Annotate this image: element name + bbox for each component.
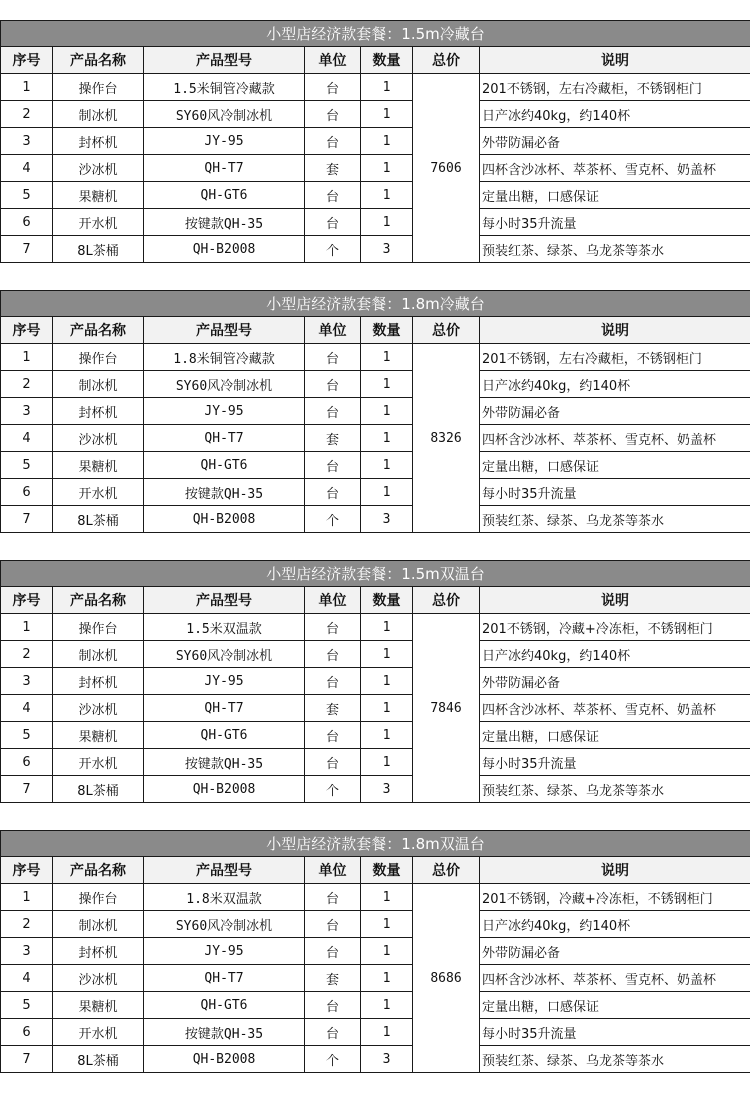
header-unit: 单位 — [305, 857, 361, 884]
cell-model: QH-B2008 — [144, 506, 305, 533]
cell-qty: 1 — [361, 911, 413, 938]
package-table — [0, 20, 750, 263]
package-title: 小型店经济款套餐：1.8m冷藏台 — [1, 291, 750, 317]
table-row — [1, 236, 750, 263]
header-model: 产品型号 — [144, 587, 305, 614]
cell-unit: 台 — [305, 938, 361, 965]
cell-note: 四杯含沙冰杯、萃茶杯、雪克杯、奶盖杯 — [480, 155, 750, 182]
cell-unit: 个 — [305, 1046, 361, 1073]
cell-name: 封杯机 — [53, 938, 144, 965]
cell-unit: 台 — [305, 452, 361, 479]
cell-qty: 1 — [361, 668, 413, 695]
cell-name: 封杯机 — [53, 668, 144, 695]
cell-index: 5 — [1, 182, 53, 209]
header-qty: 数量 — [361, 317, 413, 344]
cell-name: 制冰机 — [53, 641, 144, 668]
header-note: 说明 — [480, 317, 750, 344]
table-row — [1, 1019, 750, 1046]
cell-qty: 1 — [361, 938, 413, 965]
cell-name: 沙冰机 — [53, 695, 144, 722]
cell-model: QH-B2008 — [144, 1046, 305, 1073]
cell-total-price: 8326 — [413, 344, 480, 533]
cell-index: 5 — [1, 452, 53, 479]
cell-name: 沙冰机 — [53, 425, 144, 452]
package-title-row — [1, 291, 750, 317]
table-row — [1, 479, 750, 506]
cell-note: 日产冰约40kg，约140杯 — [480, 911, 750, 938]
cell-index: 3 — [1, 128, 53, 155]
cell-unit: 套 — [305, 155, 361, 182]
cell-unit: 台 — [305, 74, 361, 101]
table-row — [1, 911, 750, 938]
cell-qty: 3 — [361, 776, 413, 803]
cell-index: 4 — [1, 425, 53, 452]
table-row — [1, 776, 750, 803]
header-qty: 数量 — [361, 857, 413, 884]
cell-index: 2 — [1, 911, 53, 938]
cell-index: 4 — [1, 965, 53, 992]
cell-qty: 1 — [361, 398, 413, 425]
cell-index: 2 — [1, 371, 53, 398]
cell-index: 2 — [1, 641, 53, 668]
header-model: 产品型号 — [144, 857, 305, 884]
header-model: 产品型号 — [144, 317, 305, 344]
cell-unit: 套 — [305, 695, 361, 722]
cell-total-price: 7606 — [413, 74, 480, 263]
cell-model: QH-B2008 — [144, 776, 305, 803]
package-table — [0, 560, 750, 803]
table-row — [1, 371, 750, 398]
cell-name: 操作台 — [53, 344, 144, 371]
cell-note: 201不锈钢，左右冷藏柜，不锈钢柜门 — [480, 74, 750, 101]
cell-name: 8L茶桶 — [53, 1046, 144, 1073]
cell-name: 制冰机 — [53, 371, 144, 398]
cell-qty: 1 — [361, 614, 413, 641]
cell-name: 果糖机 — [53, 722, 144, 749]
cell-index: 1 — [1, 884, 53, 911]
cell-total-price: 8686 — [413, 884, 480, 1073]
cell-unit: 台 — [305, 641, 361, 668]
cell-index: 3 — [1, 398, 53, 425]
cell-qty: 1 — [361, 155, 413, 182]
cell-model: SY60风冷制冰机 — [144, 641, 305, 668]
cell-model: SY60风冷制冰机 — [144, 101, 305, 128]
header-index: 序号 — [1, 47, 53, 74]
cell-index: 5 — [1, 992, 53, 1019]
package-grid — [0, 560, 750, 803]
cell-model: JY-95 — [144, 398, 305, 425]
package-grid — [0, 20, 750, 263]
header-row — [1, 47, 750, 74]
cell-name: 封杯机 — [53, 398, 144, 425]
cell-qty: 1 — [361, 479, 413, 506]
cell-qty: 1 — [361, 209, 413, 236]
cell-qty: 1 — [361, 695, 413, 722]
cell-note: 定量出糖，口感保证 — [480, 452, 750, 479]
cell-note: 日产冰约40kg，约140杯 — [480, 101, 750, 128]
header-row — [1, 857, 750, 884]
cell-note: 201不锈钢，冷藏+冷冻柜，不锈钢柜门 — [480, 614, 750, 641]
cell-unit: 台 — [305, 344, 361, 371]
cell-unit: 台 — [305, 749, 361, 776]
header-total: 总价 — [413, 857, 480, 884]
cell-model: QH-T7 — [144, 965, 305, 992]
table-row — [1, 425, 750, 452]
cell-name: 8L茶桶 — [53, 236, 144, 263]
cell-unit: 套 — [305, 425, 361, 452]
cell-name: 开水机 — [53, 479, 144, 506]
header-total: 总价 — [413, 47, 480, 74]
header-note: 说明 — [480, 587, 750, 614]
cell-index: 1 — [1, 74, 53, 101]
header-row — [1, 317, 750, 344]
cell-model: 1.5米双温款 — [144, 614, 305, 641]
cell-index: 7 — [1, 1046, 53, 1073]
cell-unit: 台 — [305, 398, 361, 425]
cell-index: 6 — [1, 749, 53, 776]
cell-name: 沙冰机 — [53, 965, 144, 992]
cell-total-price: 7846 — [413, 614, 480, 803]
cell-qty: 1 — [361, 182, 413, 209]
header-unit: 单位 — [305, 317, 361, 344]
table-row — [1, 884, 750, 911]
cell-qty: 3 — [361, 1046, 413, 1073]
cell-model: JY-95 — [144, 128, 305, 155]
cell-index: 2 — [1, 101, 53, 128]
cell-note: 201不锈钢，冷藏+冷冻柜，不锈钢柜门 — [480, 884, 750, 911]
cell-model: JY-95 — [144, 668, 305, 695]
cell-name: 制冰机 — [53, 911, 144, 938]
cell-qty: 3 — [361, 506, 413, 533]
cell-unit: 台 — [305, 992, 361, 1019]
cell-name: 制冰机 — [53, 101, 144, 128]
cell-model: QH-B2008 — [144, 236, 305, 263]
header-qty: 数量 — [361, 47, 413, 74]
cell-note: 四杯含沙冰杯、萃茶杯、雪克杯、奶盖杯 — [480, 425, 750, 452]
cell-note: 预装红茶、绿茶、乌龙茶等茶水 — [480, 776, 750, 803]
package-title-row — [1, 21, 750, 47]
header-index: 序号 — [1, 317, 53, 344]
header-row — [1, 587, 750, 614]
cell-unit: 台 — [305, 371, 361, 398]
header-model: 产品型号 — [144, 47, 305, 74]
cell-note: 每小时35升流量 — [480, 749, 750, 776]
cell-unit: 台 — [305, 128, 361, 155]
table-row — [1, 209, 750, 236]
cell-qty: 1 — [361, 371, 413, 398]
header-index: 序号 — [1, 857, 53, 884]
cell-note: 日产冰约40kg，约140杯 — [480, 641, 750, 668]
cell-unit: 个 — [305, 506, 361, 533]
cell-index: 4 — [1, 695, 53, 722]
cell-note: 四杯含沙冰杯、萃茶杯、雪克杯、奶盖杯 — [480, 965, 750, 992]
header-name: 产品名称 — [53, 47, 144, 74]
cell-qty: 1 — [361, 1019, 413, 1046]
cell-name: 操作台 — [53, 74, 144, 101]
package-grid — [0, 830, 750, 1073]
cell-name: 果糖机 — [53, 452, 144, 479]
cell-note: 四杯含沙冰杯、萃茶杯、雪克杯、奶盖杯 — [480, 695, 750, 722]
cell-model: 按键款QH-35 — [144, 749, 305, 776]
table-row — [1, 749, 750, 776]
package-table — [0, 290, 750, 533]
cell-unit: 台 — [305, 1019, 361, 1046]
cell-name: 操作台 — [53, 884, 144, 911]
cell-qty: 1 — [361, 965, 413, 992]
cell-model: JY-95 — [144, 938, 305, 965]
cell-unit: 台 — [305, 479, 361, 506]
cell-unit: 台 — [305, 722, 361, 749]
table-row — [1, 614, 750, 641]
cell-model: QH-T7 — [144, 155, 305, 182]
table-row — [1, 695, 750, 722]
cell-unit: 台 — [305, 101, 361, 128]
cell-name: 操作台 — [53, 614, 144, 641]
cell-index: 6 — [1, 479, 53, 506]
cell-name: 沙冰机 — [53, 155, 144, 182]
cell-qty: 3 — [361, 236, 413, 263]
header-name: 产品名称 — [53, 857, 144, 884]
cell-note: 预装红茶、绿茶、乌龙茶等茶水 — [480, 236, 750, 263]
package-title-row — [1, 831, 750, 857]
cell-note: 外带防漏必备 — [480, 398, 750, 425]
header-name: 产品名称 — [53, 317, 144, 344]
cell-note: 每小时35升流量 — [480, 1019, 750, 1046]
cell-model: 按键款QH-35 — [144, 209, 305, 236]
cell-name: 8L茶桶 — [53, 506, 144, 533]
cell-note: 外带防漏必备 — [480, 668, 750, 695]
header-total: 总价 — [413, 587, 480, 614]
table-row — [1, 938, 750, 965]
cell-qty: 1 — [361, 74, 413, 101]
cell-note: 201不锈钢，左右冷藏柜，不锈钢柜门 — [480, 344, 750, 371]
cell-qty: 1 — [361, 452, 413, 479]
table-row — [1, 668, 750, 695]
cell-note: 定量出糖，口感保证 — [480, 182, 750, 209]
table-row — [1, 992, 750, 1019]
cell-note: 每小时35升流量 — [480, 209, 750, 236]
cell-unit: 台 — [305, 209, 361, 236]
cell-index: 7 — [1, 506, 53, 533]
cell-model: QH-GT6 — [144, 722, 305, 749]
cell-unit: 台 — [305, 614, 361, 641]
cell-qty: 1 — [361, 344, 413, 371]
cell-index: 4 — [1, 155, 53, 182]
cell-index: 3 — [1, 668, 53, 695]
cell-name: 开水机 — [53, 209, 144, 236]
cell-name: 8L茶桶 — [53, 776, 144, 803]
cell-index: 6 — [1, 1019, 53, 1046]
cell-qty: 1 — [361, 992, 413, 1019]
header-note: 说明 — [480, 857, 750, 884]
cell-model: 1.5米铜管冷藏款 — [144, 74, 305, 101]
cell-index: 3 — [1, 938, 53, 965]
cell-qty: 1 — [361, 884, 413, 911]
cell-name: 封杯机 — [53, 128, 144, 155]
table-row — [1, 344, 750, 371]
table-row — [1, 506, 750, 533]
package-title-row — [1, 561, 750, 587]
cell-name: 开水机 — [53, 749, 144, 776]
table-row — [1, 398, 750, 425]
cell-name: 开水机 — [53, 1019, 144, 1046]
cell-qty: 1 — [361, 641, 413, 668]
cell-index: 1 — [1, 614, 53, 641]
cell-model: QH-T7 — [144, 695, 305, 722]
header-total: 总价 — [413, 317, 480, 344]
table-row — [1, 452, 750, 479]
header-note: 说明 — [480, 47, 750, 74]
package-title: 小型店经济款套餐：1.8m双温台 — [1, 831, 750, 857]
package-grid — [0, 290, 750, 533]
cell-index: 7 — [1, 236, 53, 263]
table-row — [1, 74, 750, 101]
cell-model: SY60风冷制冰机 — [144, 911, 305, 938]
table-row — [1, 101, 750, 128]
table-row — [1, 128, 750, 155]
cell-model: QH-GT6 — [144, 992, 305, 1019]
cell-unit: 台 — [305, 911, 361, 938]
header-name: 产品名称 — [53, 587, 144, 614]
cell-qty: 1 — [361, 749, 413, 776]
cell-note: 每小时35升流量 — [480, 479, 750, 506]
header-qty: 数量 — [361, 587, 413, 614]
table-row — [1, 965, 750, 992]
cell-qty: 1 — [361, 425, 413, 452]
table-row — [1, 182, 750, 209]
cell-model: QH-GT6 — [144, 182, 305, 209]
cell-qty: 1 — [361, 722, 413, 749]
cell-model: SY60风冷制冰机 — [144, 371, 305, 398]
cell-model: 按键款QH-35 — [144, 1019, 305, 1046]
cell-unit: 台 — [305, 668, 361, 695]
cell-note: 预装红茶、绿茶、乌龙茶等茶水 — [480, 506, 750, 533]
header-unit: 单位 — [305, 587, 361, 614]
cell-name: 果糖机 — [53, 182, 144, 209]
cell-index: 6 — [1, 209, 53, 236]
cell-model: 按键款QH-35 — [144, 479, 305, 506]
package-title: 小型店经济款套餐：1.5m冷藏台 — [1, 21, 750, 47]
cell-unit: 个 — [305, 776, 361, 803]
cell-unit: 个 — [305, 236, 361, 263]
cell-unit: 台 — [305, 884, 361, 911]
cell-index: 1 — [1, 344, 53, 371]
package-table — [0, 830, 750, 1073]
cell-note: 外带防漏必备 — [480, 128, 750, 155]
cell-note: 日产冰约40kg，约140杯 — [480, 371, 750, 398]
table-row — [1, 155, 750, 182]
cell-note: 定量出糖，口感保证 — [480, 722, 750, 749]
cell-note: 预装红茶、绿茶、乌龙茶等茶水 — [480, 1046, 750, 1073]
header-index: 序号 — [1, 587, 53, 614]
table-row — [1, 1046, 750, 1073]
table-row — [1, 722, 750, 749]
table-row — [1, 641, 750, 668]
cell-model: QH-GT6 — [144, 452, 305, 479]
cell-unit: 台 — [305, 182, 361, 209]
cell-name: 果糖机 — [53, 992, 144, 1019]
cell-index: 7 — [1, 776, 53, 803]
cell-model: QH-T7 — [144, 425, 305, 452]
cell-model: 1.8米铜管冷藏款 — [144, 344, 305, 371]
cell-note: 定量出糖，口感保证 — [480, 992, 750, 1019]
package-title: 小型店经济款套餐：1.5m双温台 — [1, 561, 750, 587]
cell-note: 外带防漏必备 — [480, 938, 750, 965]
cell-model: 1.8米双温款 — [144, 884, 305, 911]
header-unit: 单位 — [305, 47, 361, 74]
cell-qty: 1 — [361, 128, 413, 155]
cell-qty: 1 — [361, 101, 413, 128]
cell-index: 5 — [1, 722, 53, 749]
cell-unit: 套 — [305, 965, 361, 992]
